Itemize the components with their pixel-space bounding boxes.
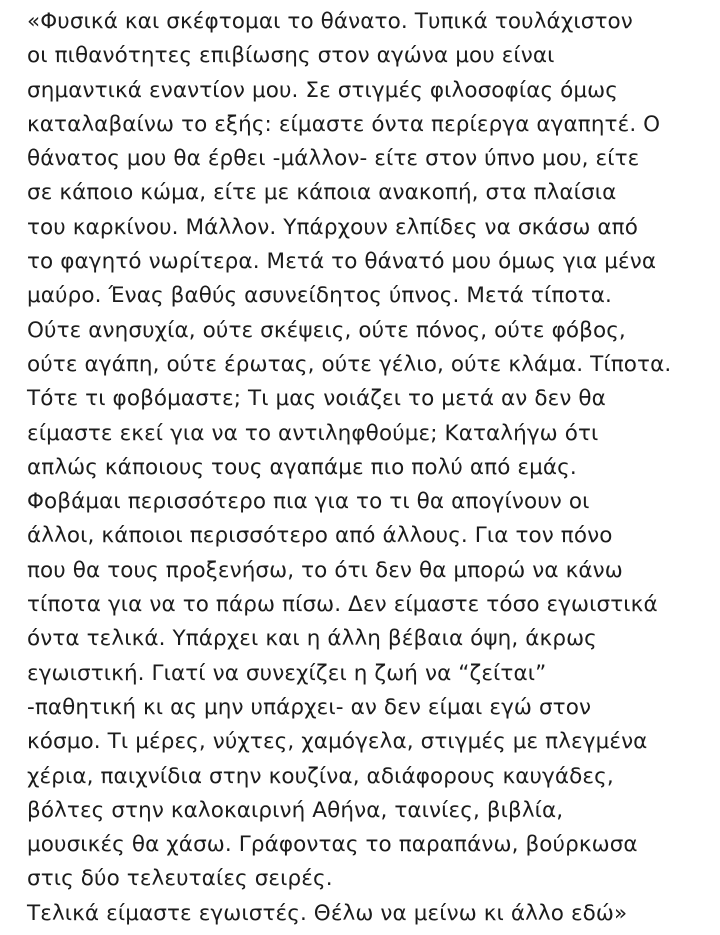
text-line: χέρια, παιχνίδια στην κουζίνα, αδιάφορους καυγάδες,	[27, 763, 614, 789]
text-line: όντα τελικά. Υπάρχει και η άλλη βέβαια όψη, άκρως	[27, 626, 597, 652]
text-line: στις δύο τελευταίες σειρές.	[27, 866, 333, 892]
text-line: άλλοι, κάποιοι περισσότερο από άλλους. Για τον πόνο	[27, 523, 613, 549]
text-line: του καρκίνου. Μάλλον. Υπάρχουν ελπίδες να σκάσω από	[27, 214, 638, 240]
text-line: ούτε αγάπη, ούτε έρωτας, ούτε γέλιο, ούτε κλάμα. Τίποτα.	[27, 351, 672, 377]
text-line: Τελικά είμαστε εγωιστές. Θέλω να μείνω κι άλλο εδώ»	[27, 900, 628, 926]
text-line: Ούτε ανησυχία, ούτε σκέψεις, ούτε πόνος, ούτε φόβος,	[27, 317, 626, 343]
text-line: απλώς κάποιους τους αγαπάμε πιο πολύ από εμάς.	[27, 454, 577, 480]
text-line: μουσικές θα χάσω. Γράφοντας το παραπάνω, βούρκωσα	[27, 832, 638, 858]
text-line: εγωιστική. Γιατί να συνεχίζει η ζωή να “ζείται”	[27, 660, 547, 686]
text-line: μαύρο. Ένας βαθύς ασυνείδητος ύπνος. Μετά τίποτα.	[27, 283, 612, 309]
text-line: σε κάποιο κώμα, είτε με κάποια ανακοπή, στα πλαίσια	[27, 180, 617, 206]
text-line: σημαντικά εναντίον μου. Σε στιγμές φιλοσοφίας όμως	[27, 77, 619, 103]
text-line: Φοβάμαι περισσότερο πια για το τι θα απογίνουν οι	[27, 489, 590, 515]
text-line: είμαστε εκεί για να το αντιληφθούμε; Καταλήγω ότι	[27, 420, 599, 446]
text-line: κόσμο. Τι μέρες, νύχτες, χαμόγελα, στιγμές με πλεγμένα	[27, 729, 648, 755]
text-line: καταλαβαίνω το εξής: είμαστε όντα περίεργα αγαπητέ. Ο	[27, 111, 661, 137]
text-line: βόλτες στην καλοκαιρινή Αθήνα, ταινίες, βιβλία,	[27, 797, 564, 823]
text-line: οι πιθανότητες επιβίωσης στον αγώνα μου είναι	[27, 43, 555, 69]
text-line: «Φυσικά και σκέφτομαι το θάνατο. Τυπικά τουλάχιστον	[27, 9, 633, 34]
text-line: Τότε τι φοβόμαστε; Τι μας νοιάζει το μετά αν δεν θα	[27, 386, 606, 412]
text-line: -παθητική κι ας μην υπάρχει- αν δεν είμαι εγώ στον	[27, 694, 592, 720]
text-line: που θα τους προξενήσω, το ότι δεν θα μπορώ να κάνω	[27, 557, 623, 583]
text-line: το φαγητό νωρίτερα. Μετά το θάνατό μου όμως για μένα	[27, 249, 657, 275]
text-line: θάνατος μου θα έρθει -μάλλον- είτε στον ύπνο μου, είτε	[27, 146, 640, 172]
quote-text-block	[27, 5, 717, 931]
text-line: τίποτα για να το πάρω πίσω. Δεν είμαστε τόσο εγωιστικά	[27, 592, 658, 618]
